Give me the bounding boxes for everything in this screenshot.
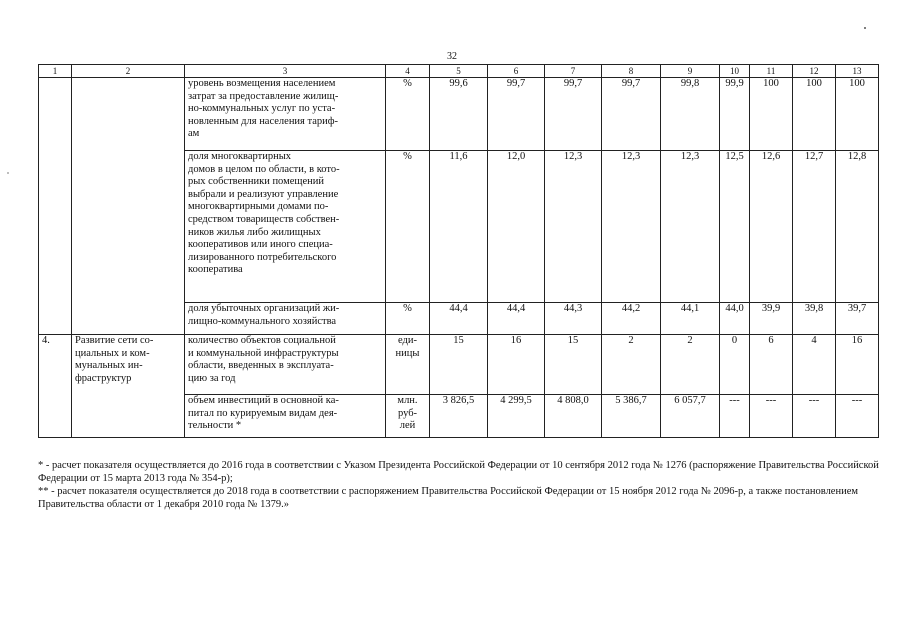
value-cell: 99,7 [602, 78, 661, 151]
column-number: 3 [185, 65, 386, 78]
column-number: 10 [720, 65, 750, 78]
value-cell: 12,8 [836, 151, 879, 303]
value-cell: 39,9 [750, 303, 793, 335]
column-number: 6 [488, 65, 545, 78]
value-cell: 99,7 [545, 78, 602, 151]
value-cell: 99,8 [661, 78, 720, 151]
value-cell: 16 [836, 335, 879, 395]
value-cell: 100 [793, 78, 836, 151]
column-number: 13 [836, 65, 879, 78]
value-cell: 0 [720, 335, 750, 395]
value-cell: 12,3 [545, 151, 602, 303]
value-cell: 5 386,7 [602, 395, 661, 438]
value-cell: 39,7 [836, 303, 879, 335]
value-cell: 44,3 [545, 303, 602, 335]
indicator-cell: объем инвестиций в основной ка- питал по курируемым видам дея- тельности * [185, 395, 386, 438]
value-cell: 2 [661, 335, 720, 395]
column-number: 8 [602, 65, 661, 78]
value-cell: --- [720, 395, 750, 438]
column-number: 4 [386, 65, 430, 78]
value-cell: 16 [488, 335, 545, 395]
value-cell: 3 826,5 [430, 395, 488, 438]
value-cell: 12,7 [793, 151, 836, 303]
item-name-cell [72, 78, 185, 335]
indicator-cell: доля убыточных организаций жи- лищно-коммунального хозяйства [185, 303, 386, 335]
unit-cell: млн. руб- лей [386, 395, 430, 438]
indicator-cell: количество объектов социальной и коммунальной инфраструктуры области, введенных в эксплуата- цию за год [185, 335, 386, 395]
column-number-row [39, 65, 879, 78]
unit-cell: % [386, 78, 430, 151]
value-cell: --- [750, 395, 793, 438]
column-number: 7 [545, 65, 602, 78]
item-number-cell [39, 78, 72, 335]
column-number: 5 [430, 65, 488, 78]
value-cell: 6 057,7 [661, 395, 720, 438]
value-cell: 44,1 [661, 303, 720, 335]
value-cell: 12,3 [602, 151, 661, 303]
value-cell: 4 808,0 [545, 395, 602, 438]
column-number: 11 [750, 65, 793, 78]
indicator-cell: доля многоквартирных домов в целом по области, в кото- рых собственники помещений выбрали и реализуют управление многоквартирными домами по- средством товариществ собствен- ников жилья либо жилищных кооперативов или иного специа- лизированного потребительского кооператива [185, 151, 386, 303]
value-cell: 15 [545, 335, 602, 395]
value-cell: 12,3 [661, 151, 720, 303]
value-cell: 12,5 [720, 151, 750, 303]
item-name-cell: Развитие сети со- циальных и ком- мунальных ин- фраструктур [72, 335, 185, 438]
value-cell: 44,4 [430, 303, 488, 335]
footnote: * - расчет показателя осуществляется до 2016 года в соответствии с Указом Президента Российской Федерации от 10 сентября 2012 года № 1276 (распоряжение Правительства Российской Федерации от 15 марта 2013 года № 354-р); [38, 460, 879, 484]
column-number: 12 [793, 65, 836, 78]
column-number: 9 [661, 65, 720, 78]
value-cell: 6 [750, 335, 793, 395]
column-number: 1 [39, 65, 72, 78]
value-cell: 99,6 [430, 78, 488, 151]
indicator-cell: уровень возмещения населением затрат за предоставление жилищ- но-коммунальных услуг по уста- новленным для населения тариф- ам [185, 78, 386, 151]
table-row [39, 78, 879, 151]
column-number: 2 [72, 65, 185, 78]
value-cell: 11,6 [430, 151, 488, 303]
table-row [39, 335, 879, 395]
value-cell: 12,6 [750, 151, 793, 303]
value-cell: 12,0 [488, 151, 545, 303]
value-cell: 44,0 [720, 303, 750, 335]
unit-cell: еди- ницы [386, 335, 430, 395]
indicators-table [38, 64, 879, 438]
value-cell: 44,2 [602, 303, 661, 335]
value-cell: 99,9 [720, 78, 750, 151]
value-cell: --- [793, 395, 836, 438]
value-cell: 100 [750, 78, 793, 151]
scan-speck [7, 172, 9, 174]
value-cell: 100 [836, 78, 879, 151]
value-cell: 39,8 [793, 303, 836, 335]
value-cell: 15 [430, 335, 488, 395]
page-number: 32 [447, 51, 457, 62]
value-cell: --- [836, 395, 879, 438]
value-cell: 44,4 [488, 303, 545, 335]
value-cell: 4 299,5 [488, 395, 545, 438]
footnotes [38, 459, 883, 511]
unit-cell: % [386, 151, 430, 303]
unit-cell: % [386, 303, 430, 335]
scan-speck [864, 27, 866, 29]
value-cell: 4 [793, 335, 836, 395]
value-cell: 99,7 [488, 78, 545, 151]
value-cell: 2 [602, 335, 661, 395]
item-number-cell: 4. [39, 335, 72, 438]
footnote: ** - расчет показателя осуществляется до 2018 года в соответствии с распоряжением Правительства Российской Федерации от 15 ноября 2012 года № 2096-р, а также постановлением Правительства области от 1 декабря 2010 года № 1379.» [38, 486, 859, 510]
